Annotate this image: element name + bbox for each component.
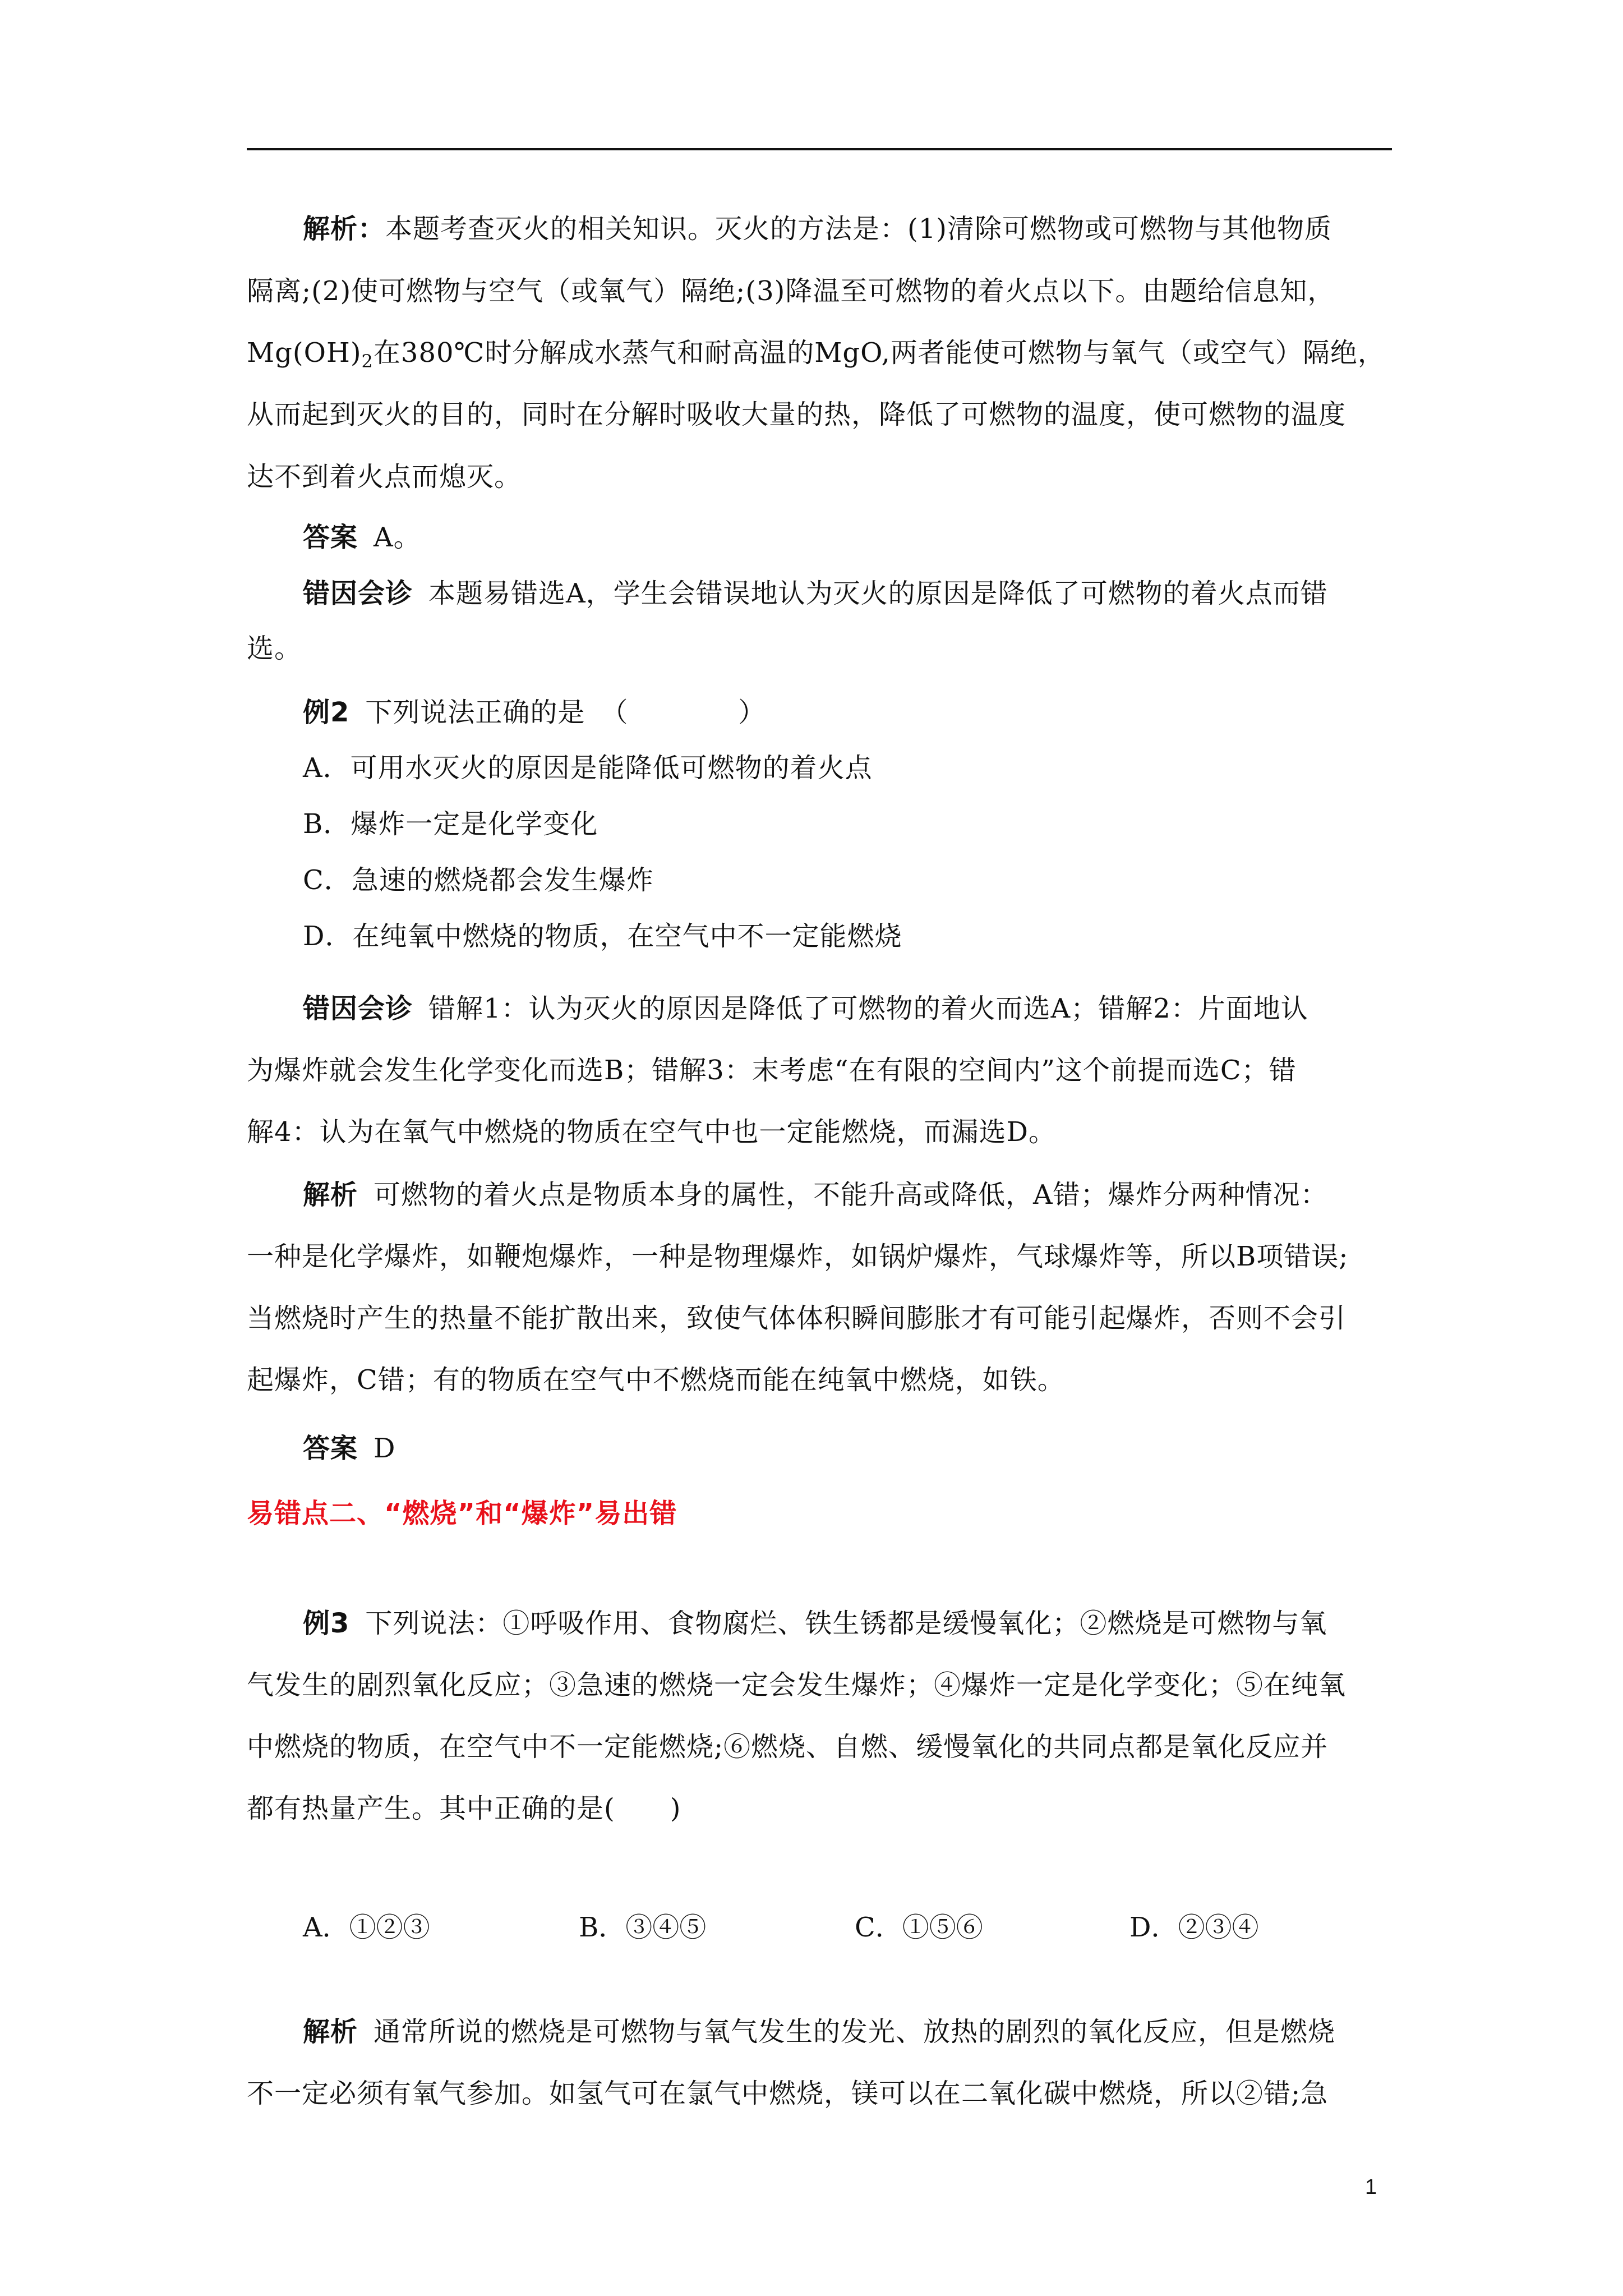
- answer-blank: （ ）: [601, 697, 766, 728]
- ex2-question-line: [303, 694, 766, 730]
- ex2-option-b: B．爆炸一定是化学变化: [303, 808, 598, 840]
- error-label: 错因会诊: [303, 578, 413, 609]
- ex2-analysis-line-4: 起爆炸，C错；有的物质在空气中不燃烧而能在纯氧中燃烧，如铁。: [247, 1364, 1065, 1396]
- ex3-analysis-line-1: [303, 2014, 1335, 2050]
- ex1-error-line-2: 选。: [247, 633, 302, 664]
- ex2-option-d: D．在纯氧中燃烧的物质，在空气中不一定能燃烧: [303, 921, 902, 952]
- ex2-error-line-1: [303, 991, 1308, 1027]
- ex2-option-c: C．急速的燃烧都会发生爆炸: [303, 864, 654, 896]
- ex3-option-d: D．②③④: [1129, 1912, 1259, 1943]
- error-text: 错解1：认为灭火的原因是降低了可燃物的着火而选A；错解2：片面地认: [428, 993, 1308, 1024]
- ex3-option-c: C．①⑤⑥: [855, 1912, 983, 1943]
- analysis-text: 本题考查灭火的相关知识。灭火的方法是：(1)清除可燃物或可燃物与其他物质: [385, 213, 1332, 245]
- ex3-option-a: A．①②③: [303, 1912, 430, 1943]
- ex1-analysis-line-2: 隔离;(2)使可燃物与空气（或氧气）隔绝;(3)降温至可燃物的着火点以下。由题给信息知，: [247, 275, 1335, 307]
- formula-text: Mg(OH): [247, 337, 362, 369]
- answer-label: 答案: [303, 522, 358, 553]
- section-heading: 易错点二、“燃烧”和“爆炸”易出错: [247, 1498, 677, 1529]
- ex1-analysis-line-4: 从而起到灭火的目的，同时在分解时吸收大量的热，降低了可燃物的温度，使可燃物的温度: [247, 399, 1347, 430]
- ex2-analysis-line-2: 一种是化学爆炸，如鞭炮爆炸，一种是物理爆炸，如锅炉爆炸，气球爆炸等，所以B项错误;: [247, 1241, 1349, 1272]
- ex3-option-b: B．③④⑤: [579, 1912, 707, 1943]
- analysis-text: 通常所说的燃烧是可燃物与氧气发生的发光、放热的剧烈的氧化反应，但是燃烧: [374, 2016, 1336, 2047]
- analysis-label: 解析: [303, 1179, 358, 1211]
- analysis-label: 解析：: [303, 213, 386, 245]
- error-text: 本题易错选A，学生会错误地认为灭火的原因是降低了可燃物的着火点而错: [428, 578, 1328, 609]
- ex2-analysis-line-1: [303, 1177, 1328, 1213]
- example-label: 例2: [303, 697, 350, 728]
- formula-subscript: 2: [361, 351, 374, 372]
- ex2-analysis-line-3: 当燃烧时产生的热量不能扩散出来，致使气体体积瞬间膨胀才有可能引起爆炸，否则不会引: [247, 1303, 1347, 1334]
- ex1-analysis-line-5: 达不到着火点而熄灭。: [247, 461, 522, 493]
- ex3-analysis-line-2: 不一定必须有氧气参加。如氢气可在氯气中燃烧，镁可以在二氧化碳中燃烧，所以②错;急: [247, 2078, 1329, 2109]
- ex2-error-line-3: 解4：认为在氧气中燃烧的物质在空气中也一定能燃烧，而漏选D。: [247, 1116, 1057, 1148]
- ex2-error-line-2: 为爆炸就会发生化学变化而选B；错解3：末考虑“在有限的空间内”这个前提而选C；错: [247, 1055, 1297, 1086]
- question-text: 下列说法正确的是: [365, 697, 585, 728]
- ex1-analysis-line-3: [247, 335, 1385, 379]
- ex1-answer-line: [303, 519, 421, 555]
- analysis-text: 可燃物的着火点是物质本身的属性，不能升高或降低，A错；爆炸分两种情况：: [374, 1179, 1328, 1211]
- analysis-text: 在380℃时分解成水蒸气和耐高温的MgO,两者能使可燃物与氧气（或空气）隔绝，: [373, 337, 1385, 369]
- answer-value: D: [374, 1433, 396, 1464]
- question-text: 下列说法：①呼吸作用、食物腐烂、铁生锈都是缓慢氧化；②燃烧是可燃物与氧: [365, 1608, 1327, 1639]
- error-label: 错因会诊: [303, 993, 413, 1024]
- ex3-question-line-1: [303, 1605, 1327, 1641]
- answer-label: 答案: [303, 1433, 358, 1464]
- ex2-answer-line: [303, 1430, 396, 1466]
- ex3-question-line-4: 都有热量产生。其中正确的是( ): [247, 1793, 681, 1824]
- ex1-analysis-line-1: [303, 211, 1332, 247]
- page-number: 1: [1365, 2175, 1377, 2199]
- ex1-error-line-1: [303, 576, 1328, 611]
- ex2-option-a: A．可用水灭火的原因是能降低可燃物的着火点: [303, 752, 873, 784]
- analysis-label: 解析: [303, 2016, 358, 2047]
- header-rule: [247, 148, 1392, 150]
- example-label: 例3: [303, 1608, 350, 1639]
- answer-value: A。: [374, 522, 421, 553]
- ex3-question-line-3: 中燃烧的物质，在空气中不一定能燃烧;⑥燃烧、自燃、缓慢氧化的共同点都是氧化反应并: [247, 1731, 1329, 1763]
- ex3-question-line-2: 气发生的剧烈氧化反应；③急速的燃烧一定会发生爆炸；④爆炸一定是化学变化；⑤在纯氧: [247, 1669, 1347, 1701]
